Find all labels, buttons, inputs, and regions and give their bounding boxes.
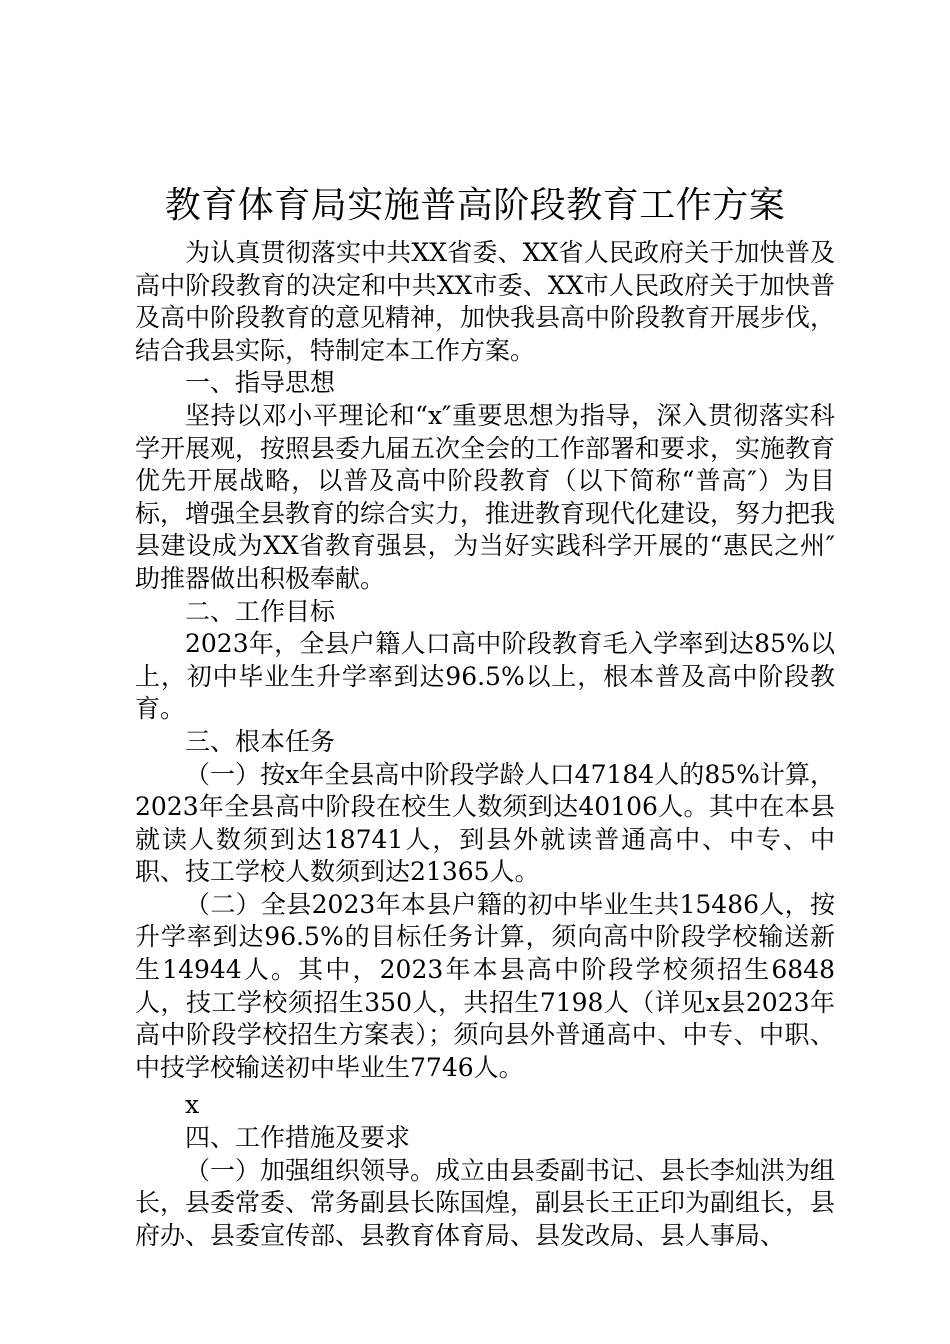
section-heading-work-goals: 二、工作目标 bbox=[185, 596, 336, 626]
section-heading-work-measures: 四、工作措施及要求 bbox=[185, 1123, 411, 1153]
basic-task-item-1: （一）按x年全县高中阶段学龄人口47184人的85%计算，2023年全县高中阶段在校生人数须到达40106人。其中在本县就读人数须到达18741人，到县外就读普通高中、中专、中职、技工学校人数须到达21365人。 bbox=[135, 759, 835, 887]
basic-task-item-2: （二）全县2023年本县户籍的初中毕业生共15486人，按升学率到达96.5%的目标任务计算，须向高中阶段学校输送新生14944人。其中，2023年本县高中阶段学校须招生6848人，技工学校须招生350人，共招生7198人（详见x县2023年高中阶段学校招生方案表）；须向县外普通高中、中专、中职、中技学校输送初中毕业生7746人。 bbox=[135, 889, 835, 1082]
section-heading-basic-tasks: 三、根本任务 bbox=[185, 726, 336, 756]
work-goals-paragraph: 2023年，全县户籍人口高中阶段教育毛入学率到达85%以上，初中毕业生升学率到达96.5%以上，根本普及高中阶段教育。 bbox=[135, 629, 835, 724]
stray-mark: x bbox=[185, 1090, 200, 1120]
guiding-ideology-paragraph: 坚持以邓小平理论和“x″重要思想为指导，深入贯彻落实科学开展观，按照县委九届五次全会的工作部署和要求，实施教育优先开展战略，以普及高中阶段教育（以下简称“普高″）为目标，增强全县教育的综合实力，推进教育现代化建设，努力把我县建设成为XX省教育强县，为当好实践科学开展的“惠民之州″助推器做出积极奉献。 bbox=[135, 400, 836, 593]
work-measure-item-1: （一）加强组织领导。成立由县委副书记、县长李灿洪为组长，县委常委、常务副县长陈国煌，副县长王正印为副组长，县府办、县委宣传部、县教育体育局、县发改局、县人事局、 bbox=[135, 1155, 836, 1250]
document-title: 教育体育局实施普高阶段教育工作方案 bbox=[164, 185, 786, 226]
section-heading-guiding-ideology: 一、指导思想 bbox=[185, 368, 336, 398]
document-body bbox=[135, 237, 835, 1252]
intro-paragraph: 为认真贯彻落实中共XX省委、XX省人民政府关于加快普及高中阶段教育的决定和中共XX市委、XX市人民政府关于加快普及高中阶段教育的意见精神，加快我县高中阶段教育开展步伐，结合我县实际，特制定本工作方案。 bbox=[135, 238, 836, 365]
